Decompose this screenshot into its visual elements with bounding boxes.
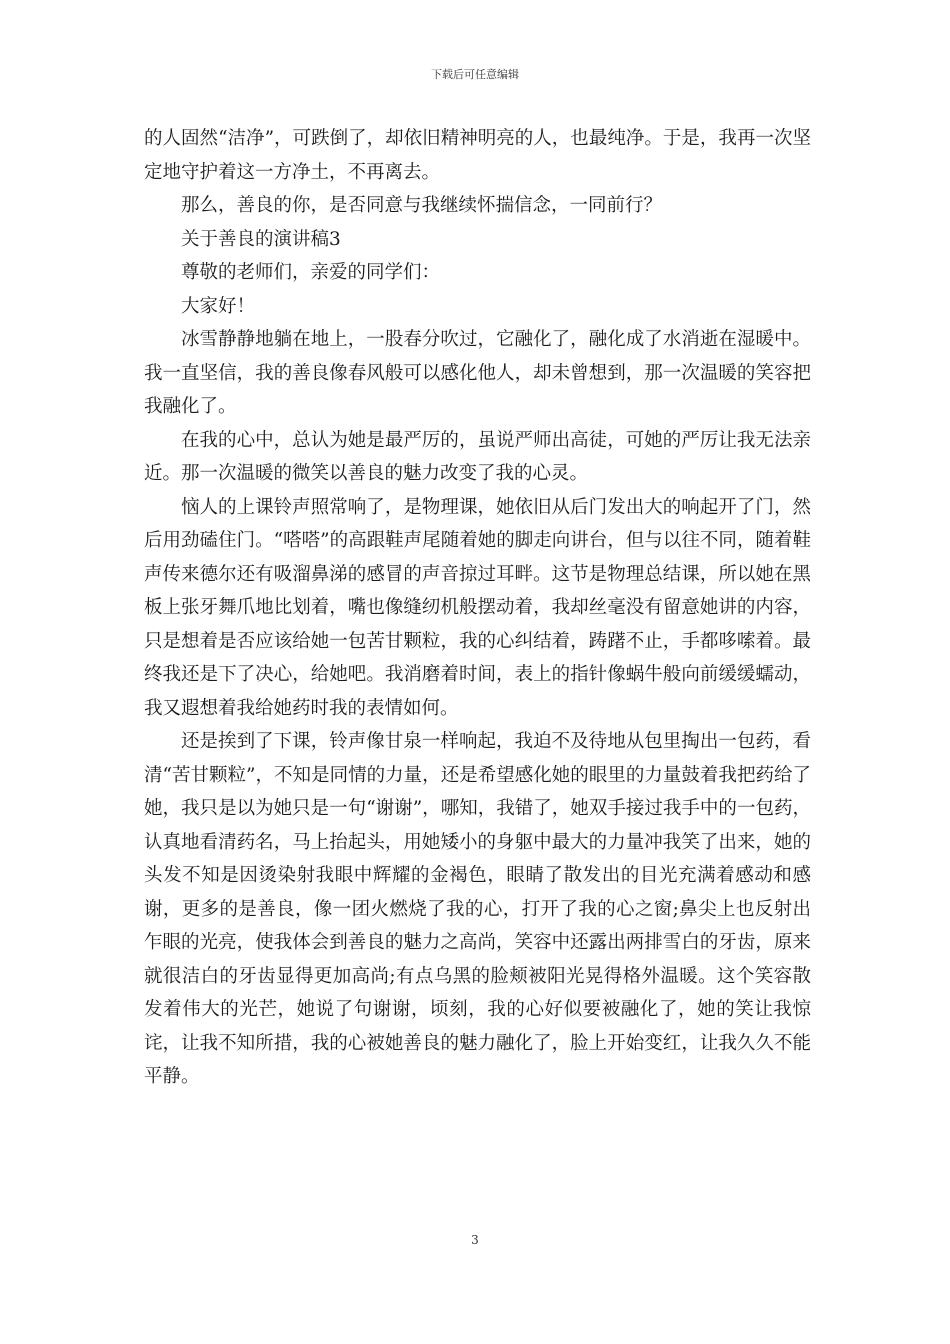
paragraph: 恼人的上课铃声照常响了，是物理课，她依旧从后门发出大的响起开了门，然后用劲磕住门。“嗒嗒”的高跟鞋声尾随着她的脚走向讲台，但与以往不同，随着鞋声传来德尔还有吸溜鼻涕的感冒的声音掠过耳畔。这节是物理总结课，所以她在黑板上张牙舞爪地比划着，嘴也像缝纫机般摆动着，我却丝毫没有留意她讲的内容，只是想着是否应该给她一包苦甘颗粒，我的心纠结着，踌躇不止，手都哆嗦着。最终我还是下了决心，给她吧。我消磨着时间，表上的指针像蜗牛般向前缓缓蠕动，我又遐想着我给她药时我的表情如何。 (144, 496, 811, 719)
paragraph: 的人固然“洁净”，可跌倒了，却依旧精神明亮的人，也最纯净。于是，我再一次坚定地守护着这一方净土，不再离去。 (144, 128, 811, 183)
paragraph: 在我的心中，总认为她是最严厉的，虽说严师出高徒，可她的严厉让我无法亲近。那一次温暖的微笑以善良的魅力改变了我的心灵。 (144, 429, 811, 484)
paragraph: 冰雪静静地躺在地上，一股春分吹过，它融化了，融化成了水消逝在湿暖中。我一直坚信，我的善良像春风般可以感化他人，却未曾想到，那一次温暖的笑容把我融化了。 (144, 329, 811, 417)
document-body (144, 122, 811, 1094)
paragraph: 还是挨到了下课，铃声像甘泉一样响起，我迫不及待地从包里掏出一包药，看清“苦甘颗粒”，不知是同情的力量，还是希望感化她的眼里的力量鼓着我把药给了她，我只是以为她只是一句“谢谢”，哪知，我错了，她双手接过我手中的一包药，认真地看清药名，马上抬起头，用她矮小的身躯中最大的力量冲我笑了出来，她的头发不知是因烫染射我眼中辉耀的金褐色，眼睛了散发出的目光充满着感动和感谢，更多的是善良，像一团火燃烧了我的心，打开了我的心之窗;鼻尖上也反射出乍眼的光亮，使我体会到善良的魅力之高尚，笑容中还露出两排雪白的牙齿，原来就很洁白的牙齿显得更加高尚;有点乌黑的脸颊被阳光晃得格外温暖。这个笑容散发着伟大的光芒，她说了句谢谢，顷刻，我的心好似要被融化了，她的笑让我惊诧，让我不知所措，我的心被她善良的魅力融化了，脸上开始变红，让我久久不能平静。 (144, 731, 811, 1087)
section-title: 关于善良的演讲稿3 (181, 228, 341, 250)
paragraph: 那么，善良的你，是否同意与我继续怀揣信念，一同前行？ (181, 195, 663, 216)
page-header: 下载后可任意编辑 (431, 68, 519, 81)
greeting: 大家好！ (181, 295, 256, 317)
page-number: 3 (471, 1233, 479, 1247)
salutation: 尊敬的老师们，亲爱的同学们： (181, 262, 441, 283)
